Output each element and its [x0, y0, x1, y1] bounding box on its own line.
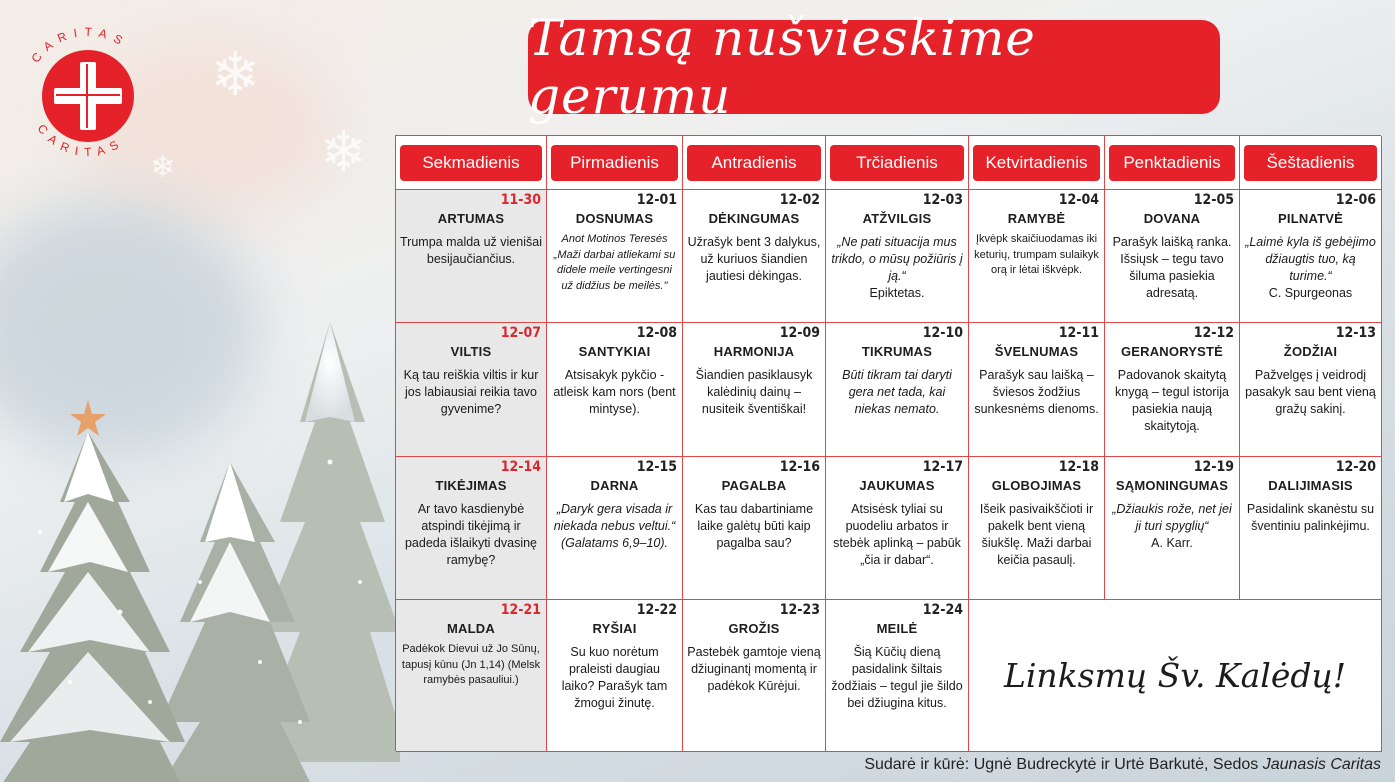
day-theme-word: DĖKINGUMAS: [708, 211, 800, 226]
day-task-text: Padėkok Dievui už Jo Sūnų, tapusį kūnu (Jn 1,14) (Melsk ramybės pasauliui.): [401, 643, 541, 687]
credits-text: Sudarė ir kūrė: Ugnė Budreckytė ir Urtė Barkutė, Sedos: [864, 756, 1263, 773]
day-date: 12-13: [1335, 325, 1376, 341]
day-theme-word: TIKĖJIMAS: [435, 478, 507, 493]
day-task-text: Užrašyk bent 3 dalykus, už kuriuos šiandien jautiesi dėkingas.: [687, 235, 821, 283]
day-date: 12-22: [636, 602, 677, 618]
day-theme-word: JAUKUMAS: [859, 478, 935, 493]
day-theme-word: RYŠIAI: [592, 621, 637, 636]
day-theme-word: MEILĖ: [876, 621, 918, 636]
calendar-day-cell: [1240, 457, 1382, 600]
snowflake-icon: ❄: [210, 40, 261, 110]
day-task-text: Pasidalink skanėstu su šventiniu palinkėjimu.: [1246, 502, 1375, 533]
day-date: 12-20: [1335, 459, 1376, 475]
weekday-header: [683, 136, 826, 190]
day-date: 12-15: [636, 459, 677, 475]
calendar-day-cell: [683, 457, 826, 600]
day-date: 12-01: [636, 192, 677, 208]
day-theme-word: SANTYKIAI: [578, 344, 651, 359]
day-date: 12-18: [1058, 459, 1099, 475]
day-date: 12-17: [922, 459, 963, 475]
page-title: Tamsą nušvieskime gerumu: [528, 9, 1036, 125]
weekday-label: Sekmadienis: [400, 145, 542, 181]
day-theme-word: HARMONIJA: [713, 344, 795, 359]
day-date: 12-14: [500, 459, 541, 475]
day-theme-word: MALDA: [447, 621, 495, 636]
day-date: 12-04: [1058, 192, 1099, 208]
day-date: 12-10: [922, 325, 963, 341]
day-task-text: Šiandien pasiklausyk kalėdinių dainų – nusiteik šventiškai!: [695, 368, 813, 416]
weekday-label: Antradienis: [687, 145, 821, 181]
day-task-text: Atsisėsk tyliai su puodeliu arbatos ir stebėk aplinką – pabūk „čia ir dabar“.: [833, 502, 961, 567]
day-theme-word: ŠVELNUMAS: [994, 344, 1079, 359]
day-task-text: Ką tau reiškia viltis ir kur jos labiausiai reikia tavo gyvenime?: [403, 368, 539, 416]
calendar-day-cell: [1105, 323, 1240, 457]
day-task-text: Pažvelgęs į veidrodį pasakyk sau bent vieną gražų sakinį.: [1245, 368, 1376, 416]
calendar-day-cell: [547, 190, 683, 323]
day-theme-word: ŽODŽIAI: [1283, 344, 1338, 359]
snowflake-icon: ❄: [320, 120, 367, 185]
calendar-day-cell: [1240, 190, 1382, 323]
svg-text:CARITAS: CARITAS: [34, 121, 127, 160]
day-task-text: Pastebėk gamtoje vieną džiuginantį momentą ir padėkok Kūrėjui.: [687, 645, 821, 693]
calendar-day-cell: [826, 323, 969, 457]
day-date: 12-16: [779, 459, 820, 475]
calendar-day-cell: [826, 457, 969, 600]
day-task-text: Parašyk sau laišką – šviesos žodžius sunkesnėms dienoms.: [974, 368, 1099, 416]
day-task-text: Įkvėpk skaičiuodamas iki keturių, trumpam sulaikyk orą ir lėtai iškvėpk.: [974, 233, 1099, 277]
title-banner: [528, 9, 1220, 125]
weekday-label: Ketvirtadienis: [973, 145, 1100, 181]
day-theme-word: ARTUMAS: [437, 211, 505, 226]
day-date: 12-09: [779, 325, 820, 341]
day-quote: Būti tikram tai daryti gera net tada, kai niekas nemato.: [842, 368, 952, 416]
day-theme-word: DARNA: [590, 478, 639, 493]
credits-org: Jaunasis Caritas: [1262, 756, 1381, 773]
day-quote: „Džiaukis rože, net jei ji turi spyglių“: [1112, 502, 1232, 533]
weekday-label: Trčiadienis: [830, 145, 964, 181]
calendar-day-cell: [826, 600, 969, 752]
calendar-day-cell: [683, 600, 826, 752]
calendar-day-cell: [1105, 457, 1240, 600]
weekday-header: [396, 136, 547, 190]
weekday-label: Pirmadienis: [551, 145, 678, 181]
day-date: 12-07: [500, 325, 541, 341]
day-theme-word: VILTIS: [450, 344, 492, 359]
day-quote: „Ne pati situacija mus trikdo, o mūsų požiūris į ją.“: [831, 235, 963, 283]
day-date: 12-03: [922, 192, 963, 208]
calendar-day-cell: [396, 600, 547, 752]
day-date: 12-08: [636, 325, 677, 341]
credits-footer: [864, 756, 1381, 774]
day-task-text: Išeik pasivaikščioti ir pakelk bent vieną šiukšlę. Maži darbai keičia pasaulį.: [979, 502, 1094, 567]
calendar-day-cell: [1240, 323, 1382, 457]
day-task-text: Padovanok skaitytą knygą – tegul istorija pasiekia naują skaitytoją.: [1115, 368, 1229, 433]
day-theme-word: RAMYBĖ: [1007, 211, 1066, 226]
day-date: 12-19: [1193, 459, 1234, 475]
day-task-text: C. Spurgeonas: [1268, 286, 1353, 300]
day-date: 12-05: [1193, 192, 1234, 208]
calendar-day-cell: [826, 190, 969, 323]
day-theme-word: TIKRUMAS: [861, 344, 933, 359]
day-theme-word: GERANORYSTĖ: [1120, 344, 1224, 359]
day-theme-word: DOVANA: [1143, 211, 1201, 226]
caritas-logo: [14, 22, 162, 170]
weekday-label: Šeštadienis: [1244, 145, 1377, 181]
merry-christmas-text: Linksmų Šv. Kalėdų!: [1003, 656, 1347, 695]
snowflake-icon: ❄: [150, 150, 176, 185]
day-quote: „Laimė kyla iš gebėjimo džiaugtis tuo, ką turime.“: [1245, 235, 1376, 283]
day-quote: „Daryk gera visada ir niekada nebus veltui.“ (Galatams 6,9–10).: [553, 502, 676, 550]
day-task-text: Epiktetas.: [869, 286, 925, 300]
calendar-day-cell: [969, 190, 1105, 323]
weekday-header: [826, 136, 969, 190]
day-theme-word: DOSNUMAS: [575, 211, 654, 226]
calendar-day-cell: [1105, 190, 1240, 323]
day-task-text: Su kuo norėtum praleisti daugiau laiko? Parašyk tam žmogui žinutę.: [561, 645, 668, 710]
day-date: 12-06: [1335, 192, 1376, 208]
day-task-text: Kas tau dabartiniame laike galėtų būti kaip pagalba sau?: [694, 502, 814, 550]
day-date: 12-11: [1058, 325, 1099, 341]
day-theme-word: SĄMONINGUMAS: [1115, 478, 1229, 493]
day-date: 12-12: [1193, 325, 1234, 341]
weekday-label: Penktadienis: [1109, 145, 1235, 181]
day-theme-word: GROŽIS: [728, 621, 780, 636]
day-theme-word: GLOBOJIMAS: [991, 478, 1082, 493]
day-task-text: Trumpa malda už vienišai besijaučiančius.: [400, 235, 542, 266]
day-date: 12-23: [779, 602, 820, 618]
day-theme-word: PAGALBA: [721, 478, 787, 493]
calendar-day-cell: [969, 457, 1105, 600]
calendar-day-cell: [396, 323, 547, 457]
day-task-text: Ar tavo kasdienybė atspindi tikėjimą ir padeda išlaikyti dvasinę ramybę?: [404, 502, 538, 567]
day-theme-word: PILNATVĖ: [1278, 211, 1343, 226]
calendar-day-cell: [547, 457, 683, 600]
advent-calendar-grid: [395, 135, 1381, 751]
day-date: 12-02: [779, 192, 820, 208]
day-date: 12-21: [500, 602, 541, 618]
calendar-day-cell: [683, 323, 826, 457]
snowy-tree-illustration: [0, 202, 400, 782]
weekday-header: [1240, 136, 1382, 190]
day-date: 11-30: [500, 192, 541, 208]
merry-christmas-cell: [969, 600, 1382, 752]
day-date: 12-24: [922, 602, 963, 618]
weekday-header: [1105, 136, 1240, 190]
day-task-text: Atsisakyk pykčio - atleisk kam nors (bent mintyse).: [553, 368, 676, 416]
weekday-header: [969, 136, 1105, 190]
calendar-day-cell: [547, 600, 683, 752]
day-theme-word: ATŽVILGIS: [862, 211, 932, 226]
calendar-day-cell: [547, 323, 683, 457]
day-task-text: Parašyk laišką ranka. Išsiųsk – tegu tavo šiluma pasiekia adresatą.: [1112, 235, 1232, 300]
svg-text:CARITAS: CARITAS: [28, 24, 132, 66]
day-task-text: Anot Motinos Teresės „Maži darbai atliekami su didele meile vertingesni už didžius be meilės.'': [553, 233, 676, 292]
calendar-day-cell: [396, 457, 547, 600]
calendar-day-cell: [969, 323, 1105, 457]
weekday-header: [547, 136, 683, 190]
day-task-text: A. Karr.: [1151, 536, 1193, 550]
calendar-day-cell: [396, 190, 547, 323]
day-task-text: Šią Kūčių dieną pasidalink šiltais žodžiais – tegul jie šildo bei džiugina kitus.: [831, 645, 963, 710]
day-theme-word: DALIJIMASIS: [1268, 478, 1353, 493]
calendar-day-cell: [683, 190, 826, 323]
